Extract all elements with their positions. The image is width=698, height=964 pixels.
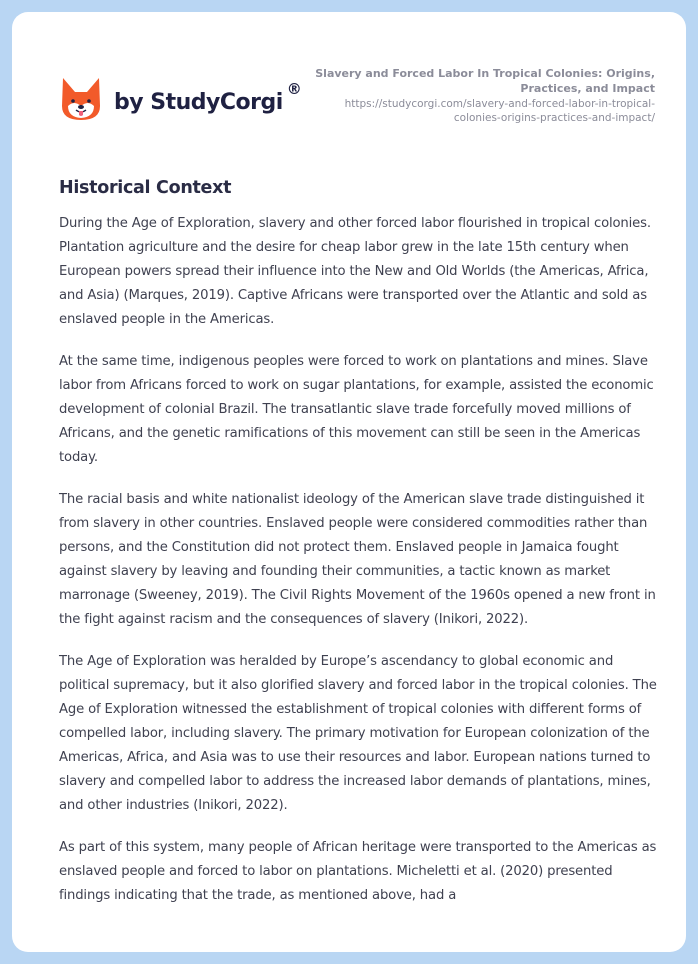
paragraph: The racial basis and white nationalist ideology of the American slave trade distinguished it from slavery in other countries. Enslaved people were considered commodities rather than persons, and the Constitution did not protect them. Enslaved people in Jamaica fought against slavery by leaving and founding their communities, a tactic known as market marronage (Sweeney, 2019). The Civil Rights Movement of the 1960s opened a new front in the fight against racism and the consequences of slavery (Inikori, 2022). xyxy=(59,492,656,627)
paragraph: At the same time, indigenous peoples were forced to work on plantations and mines. Slave labor from Africans forced to work on sugar plantations, for example, assisted the economic development of colonial Brazil. The transatlantic slave trade forcefully moved millions of Africans, and the genetic ramifications of this movement can still be seen in the Americas today. xyxy=(59,354,654,465)
essay-title: Slavery and Forced Labor In Tropical Colonies: Origins, Practices, and Impact xyxy=(315,67,655,95)
essay-url[interactable]: https://studycorgi.com/slavery-and-forced-labor-in-tropical-colonies-origins-practices-and-impact/ xyxy=(344,98,655,124)
studycorgi-logo[interactable] xyxy=(60,76,302,122)
article-body xyxy=(59,174,659,926)
header xyxy=(12,12,686,152)
registered-mark: ® xyxy=(286,80,302,98)
paragraph: The Age of Exploration was heralded by Europe’s ascendancy to global economic and political supremacy, but it also glorified slavery and forced labor in the tropical colonies. The Age of Exploration witnessed the establishment of tropical colonies with different forms of compelled labor, including slavery. The primary motivation for European colonization of the Americas, Africa, and Asia was to use their resources and labor. European nations turned to slavery and compelled labor to address the increased labor demands of plantations, mines, and other industries (Inikori, 2022). xyxy=(59,654,657,813)
section-heading: Historical Context xyxy=(59,178,232,198)
essay-meta xyxy=(305,66,655,125)
corgi-icon xyxy=(60,76,102,122)
paragraph: During the Age of Exploration, slavery and other forced labor flourished in tropical colonies. Plantation agriculture and the desire for cheap labor grew in the late 15th century when European powers spread their influence into the New and Old Worlds (the Americas, Africa, and Asia) (Marques, 2019). Captive Africans were transported over the Atlantic and sold as enslaved people in the Americas. xyxy=(59,216,651,327)
document-card xyxy=(12,12,686,952)
paragraph: As part of this system, many people of African heritage were transported to the Americas as enslaved people and forced to labor on plantations. Micheletti et al. (2020) presented findings indicating that the trade, as mentioned above, had a xyxy=(59,840,657,903)
brand-name: by StudyCorgi xyxy=(114,89,283,115)
